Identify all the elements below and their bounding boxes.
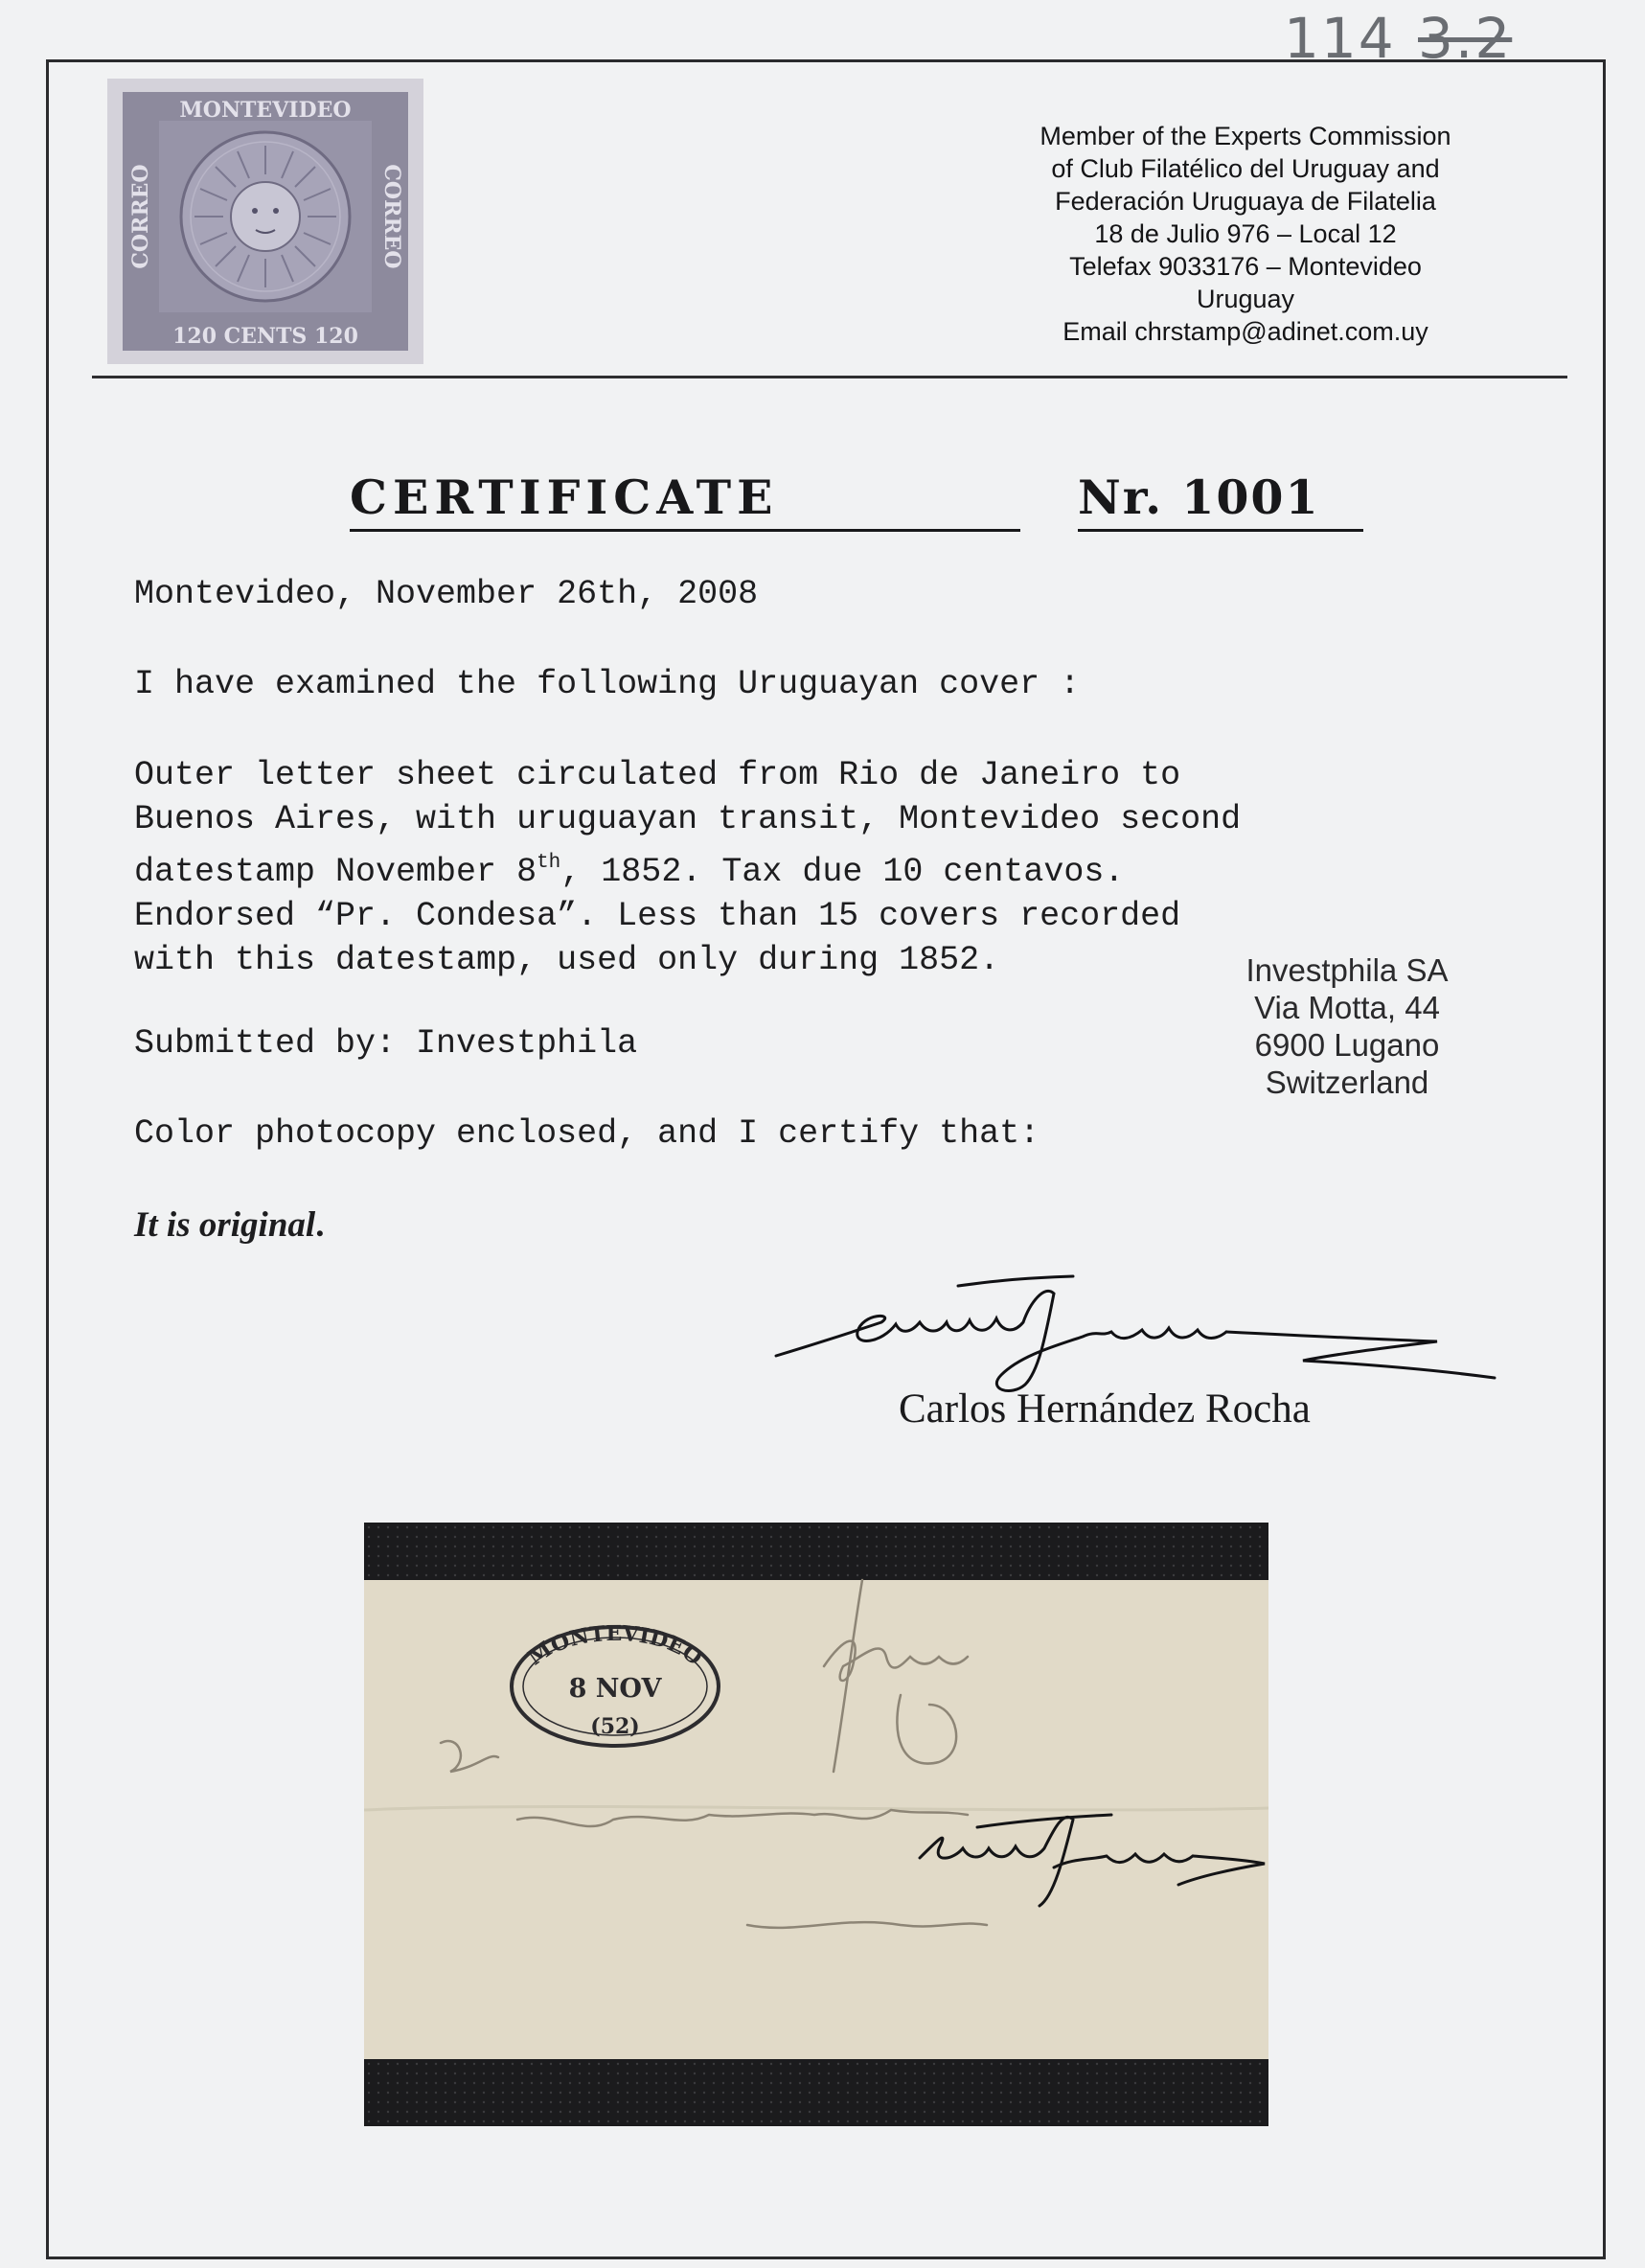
description-text: datestamp November 8 [134,853,537,891]
header-line: 18 de Julio 976 – Local 12 [1094,219,1397,248]
header-line: Telefax 9033176 – Montevideo [1069,252,1422,281]
address-line: Investphila SA [1245,952,1449,988]
postmark-year: (52) [590,1714,640,1739]
expert-header [958,120,1533,348]
stamp-right-text: CORREO [379,164,404,269]
header-line: Uruguay [1196,285,1295,313]
signer-name: Carlos Hernández Rocha [899,1386,1311,1432]
examined-statement: I have examined the following Uruguayan cover : [134,665,1081,703]
certificate-number: Nr. 1001 [1078,470,1320,525]
submitted-by: Submitted by: Investphila [134,1024,638,1063]
ordinal-suffix: th [537,852,561,874]
stamp-top-text: MONTEVIDEO [179,98,352,123]
certificate-title-word: CERTIFICATE [350,470,779,525]
cover-photocopy [364,1523,1268,2126]
address-line: Via Motta, 44 [1254,990,1440,1025]
description-line: Endorsed “Pr. Condesa”. Less than 15 covers recorded [134,897,1181,935]
title-underline [350,529,1020,532]
stamp-bottom-text: 120 CENTS 120 [172,324,358,349]
description-line: with this datestamp, used only during 1852. [134,941,1000,979]
description-line [134,841,1241,894]
pencil-note-right: 3.2 [1418,6,1513,71]
result-text: It is original [134,1205,316,1245]
header-email: Email chrstamp@adinet.com.uy [1062,317,1428,346]
stamp-left-text: CORREO [128,164,153,269]
photocopy-statement: Color photocopy enclosed, and I certify that: [134,1114,1040,1153]
description-line: Outer letter sheet circulated from Rio de Janeiro to [134,756,1181,794]
certificate-date: Montevideo, November 26th, 2008 [134,575,759,613]
address-line: Switzerland [1265,1065,1429,1100]
description-paragraph [134,753,1241,982]
postmark-top-text: MONTEVIDEO [523,1620,707,1671]
description-line: Buenos Aires, with uruguayan transit, Montevideo second [134,800,1242,838]
postmark-date: 8 NOV [568,1674,662,1704]
address-line: 6900 Lugano [1254,1027,1440,1063]
pencil-note-left: 114 [1284,6,1396,71]
certification-result [134,1204,324,1246]
pencil-notes [1274,6,1600,71]
header-line: Federación Uruguaya de Filatelia [1055,187,1436,216]
result-period: . [315,1205,325,1245]
stamp-image [107,79,423,364]
header-divider [92,376,1567,378]
header-line: of Club Filatélico del Uruguay and [1051,154,1440,183]
description-text: , 1852. Tax due 10 centavos. [560,853,1125,891]
submitter-address [1203,951,1491,1101]
number-underline [1078,529,1363,532]
header-line: Member of the Experts Commission [1040,122,1451,150]
certificate-title [350,470,1404,527]
